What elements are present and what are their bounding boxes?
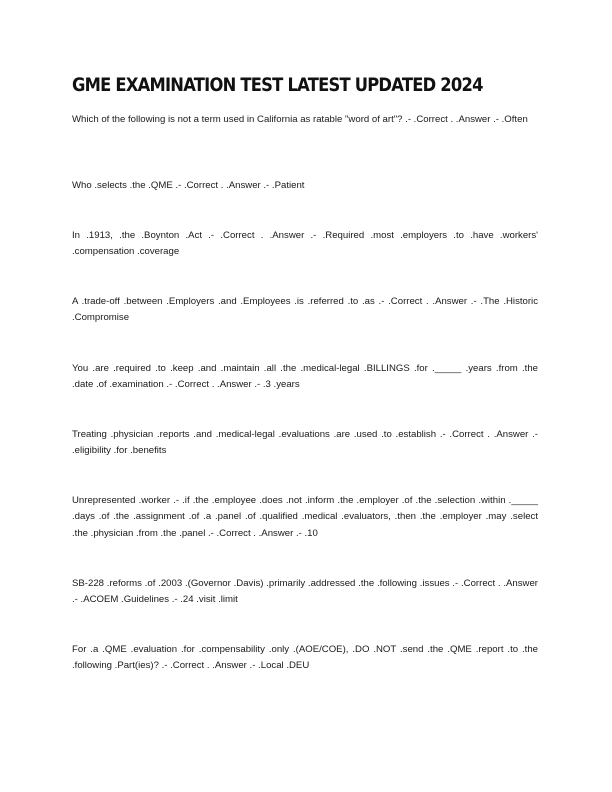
qa-item: You .are .required .to .keep .and .maintain .all .the .medical-legal .BILLINGS .for ._____ .years .from .the .date .of .examination .- .Correct . .Answer .- .3 .years bbox=[72, 363, 538, 391]
qa-item: Which of the following is not a term used in California as ratable "word of art"? .- .Correct . .Answer .- .Often bbox=[72, 114, 528, 125]
qa-item: Who .selects .the .QME .- .Correct . .Answer .- .Patient bbox=[72, 180, 305, 191]
qa-item: SB-228 .reforms .of .2003 .(Governor .Davis) .primarily .addressed .the .following .issues .- .Correct . .Answer .- .ACOEM .Guidelines .- .24 .visit .limit bbox=[72, 578, 538, 606]
qa-item: In .1913, .the .Boynton .Act .- .Correct . .Answer .- .Required .most .employers .to .have .workers' .compensation .coverage bbox=[72, 230, 538, 258]
qa-item: A .trade-off .between .Employers .and .Employees .is .referred .to .as .- .Correct . .Answer .- .The .Historic .Compromise bbox=[72, 296, 538, 324]
qa-item: Treating .physician .reports .and .medical-legal .evaluations .are .used .to .establish .- .Correct . .Answer .- .eligibility .for .benefits bbox=[72, 429, 538, 457]
qa-item: Unrepresented .worker .- .if .the .employee .does .not .inform .the .employer .of .the .selection .within ._____ .days .of .the .assignment .of .a .panel .of .qualified .medical .evaluators, .then .the .employer .may .select .the .physician .from .the .panel .- .Correct . .Answer .- .10 bbox=[72, 495, 538, 539]
document-title: GME EXAMINATION TEST LATEST UPDATED 2024 bbox=[72, 74, 483, 96]
qa-item: For .a .QME .evaluation .for .compensability .only .(AOE/COE), .DO .NOT .send .the .QME .report .to .the .following .Part(ies)? .- .Correct . .Answer .- .Local .DEU bbox=[72, 644, 538, 672]
